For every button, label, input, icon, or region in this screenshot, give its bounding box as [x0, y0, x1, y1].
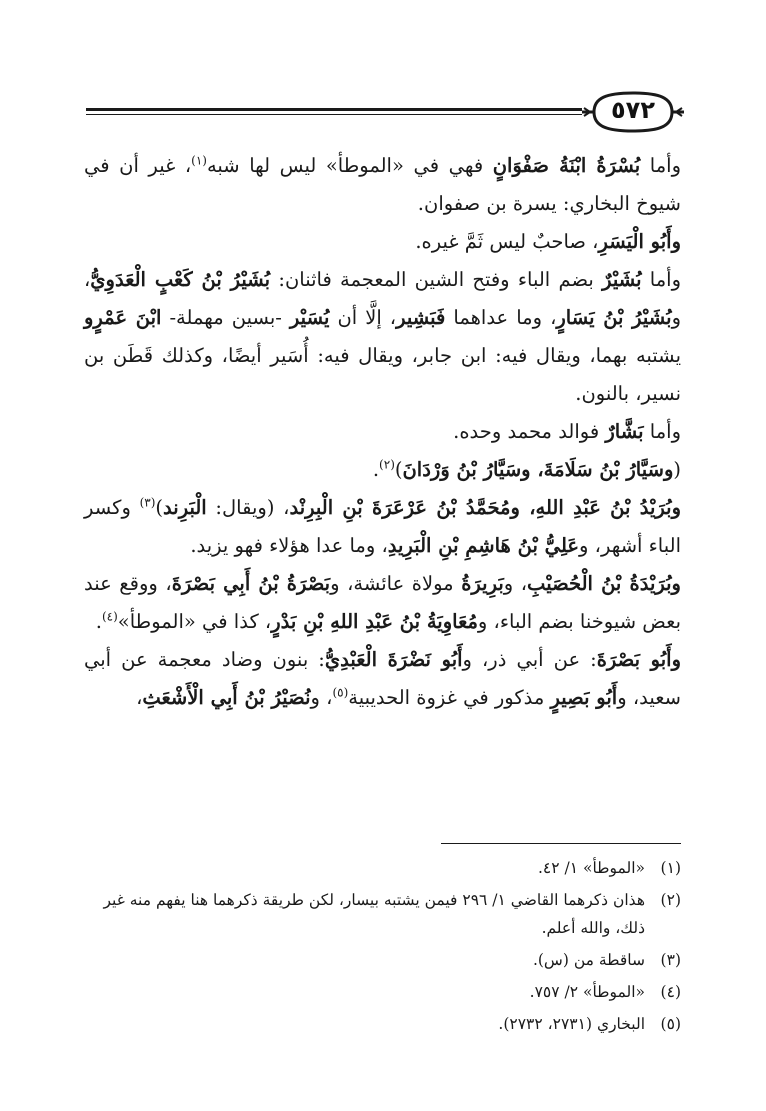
narrator-name: وبُرَيْدَةُ بْنُ الْحُصَيْبِ	[527, 572, 681, 595]
narrator-name: بَصْرَةُ بْنُ أَبِي بَصْرَةَ	[171, 572, 331, 595]
paragraph	[84, 641, 681, 717]
footnote-ref: (٤)	[101, 609, 118, 624]
narrator-name: بُشَيْرٌ	[602, 268, 642, 291]
page-header	[86, 86, 678, 142]
text-segment: وأما	[643, 420, 681, 443]
text-segment: .	[95, 610, 102, 633]
footnote-ref: (٥)	[332, 685, 349, 700]
narrator-name: وأَبُو الْيَسَرِ	[598, 230, 681, 253]
footnote-number: (٣)	[660, 951, 681, 969]
text-segment: ، كذا في «الموطأ»	[117, 610, 272, 633]
text-segment: ، و	[310, 686, 333, 709]
narrator-name: مُعَاوِيَةُ بْنُ عَبْدِ اللهِ بْنِ بَدْرٍ	[271, 610, 478, 633]
text-segment: )	[155, 496, 164, 519]
text-segment: وأما	[641, 268, 682, 291]
text-segment: ، ووقع عند بعض شيوخنا بضم الباء، و	[84, 572, 681, 633]
footnote-text: «الموطأ» ١/ ٤٢.	[537, 859, 645, 877]
narrator-name: وأَبُو بَصْرَةَ	[596, 648, 681, 671]
footnote-text: «الموطأ» ٢/ ٧٥٧.	[529, 983, 645, 1001]
narrator-name: يُسَيْر	[289, 306, 330, 329]
text-segment: ، وما عداهما	[445, 306, 557, 329]
narrator-name: بُشَيْرُ بْنُ كَعْبٍ الْعَدَوِيُّ	[90, 268, 271, 291]
narrator-name: بُسْرَةُ ابْنَةُ صَفْوَانٍ	[492, 154, 641, 177]
footnote-text: هذان ذكرهما القاضي ١/ ٢٩٦ فيمن يشتبه بيسار، لكن طريقة ذكرهما هنا يفهم منه غير	[103, 891, 645, 909]
narrator-name: نُصَيْرُ بْنُ أَبِي الْأَشْعَثِ	[142, 686, 311, 709]
footnote-text: البخاري (٢٧٣١، ٢٧٣٢).	[498, 1015, 645, 1033]
footnote-ref: (٣)	[139, 495, 156, 510]
text-segment: ، و	[503, 572, 528, 595]
paragraph	[84, 489, 681, 565]
footnote-continuation: ذلك، والله أعلم.	[541, 919, 645, 937]
text-segment: فهي في «الموطأ» ليس لها شبه	[206, 154, 493, 177]
text-segment: : عن أبي ذر، و	[462, 648, 597, 671]
narrator-name: الْبَرِند	[163, 496, 207, 519]
paragraph	[84, 413, 681, 451]
text-segment: ، و	[84, 268, 682, 329]
narrator-name: وبُرَيْدُ بْنُ عَبْدِ اللهِ، ومُحَمَّدُ بْنُ عَرْعَرَةَ بْنِ الْبِرِنْد	[289, 496, 682, 519]
narrator-name: وسَيَّارُ بْنُ سَلَامَةَ، وسَيَّارُ بْنُ وَرْدَانَ	[402, 458, 674, 481]
footnote-ref: (١)	[191, 153, 207, 168]
text-segment: ، إلَّا أن	[329, 306, 397, 329]
text-segment: ، وما عدا هؤلاء فهو يزيد.	[190, 534, 388, 557]
narrator-name: عَلِيُّ بْنُ هَاشِمِ بْنِ الْبَرِيدِ	[387, 534, 580, 557]
footnote-text: ساقطة من (س).	[532, 951, 645, 969]
text-segment: فوالد محمد وحده.	[453, 420, 606, 443]
footnote	[84, 852, 681, 884]
footnote-separator	[441, 843, 681, 844]
paragraph	[84, 147, 681, 223]
text-segment: مولاة عائشة، و	[330, 572, 462, 595]
text-segment: .	[372, 458, 380, 481]
footnote-number: (٢)	[660, 891, 681, 909]
paragraph	[84, 261, 681, 413]
text-segment: : بنون وضاد معجمة عن أبي سعيد، و	[84, 648, 681, 709]
text-segment: وأما	[640, 154, 681, 177]
text-segment: )	[394, 458, 403, 481]
text-segment: ، صاحبٌ ليس ثَمَّ غيره.	[415, 230, 599, 253]
narrator-name: أَبُو نَضْرَةَ الْعَبْدِيُّ	[324, 648, 463, 671]
page-number: ٥٧٢	[611, 96, 655, 124]
text-segment: مذكور في غزوة الحديبية	[348, 686, 551, 709]
text-segment: وكسر الباء أشهر، و	[84, 496, 681, 557]
footnotes	[84, 852, 681, 1040]
narrator-name: بَرِيرَةُ	[461, 572, 504, 595]
text-segment: يشتبه بهما، ويقال فيه: ابن جابر، ويقال فيه: أُسَير أيضًا، وكذلك قَطَن بن نسير، بالنون.	[84, 344, 681, 405]
narrator-name: أَبُو بَصِيرٍ	[550, 686, 618, 709]
main-text	[84, 147, 681, 717]
text-segment: بضم الباء وفتح الشين المعجمة فاثنان:	[270, 268, 603, 291]
paragraph	[84, 451, 681, 489]
narrator-name: بَشَّارٌ	[605, 420, 644, 443]
page-number-ornament	[580, 90, 686, 134]
text-segment: ، (ويقال:	[206, 496, 290, 519]
text-segment: (	[673, 458, 681, 481]
footnote-number: (٤)	[660, 983, 681, 1001]
footnote-number: (١)	[660, 859, 681, 877]
narrator-name: ابْنَ عَمْرٍو	[84, 306, 162, 329]
footnote-number: (٥)	[660, 1015, 681, 1033]
footnote	[84, 976, 681, 1008]
narrator-name: بُشَيْرُ بْنُ يَسَارٍ	[556, 306, 672, 329]
paragraph	[84, 223, 681, 261]
narrator-name: فَبَشِير	[396, 306, 446, 329]
footnote-ref: (٢)	[379, 457, 395, 472]
text-segment: -بسين مهملة-	[161, 306, 290, 329]
footnote	[84, 944, 681, 976]
text-segment: ،	[136, 686, 143, 709]
paragraph	[84, 565, 681, 641]
footnote	[84, 1008, 681, 1040]
text-segment: ، غير أن في شيوخ البخاري: يسرة بن صفوان.	[84, 154, 681, 215]
